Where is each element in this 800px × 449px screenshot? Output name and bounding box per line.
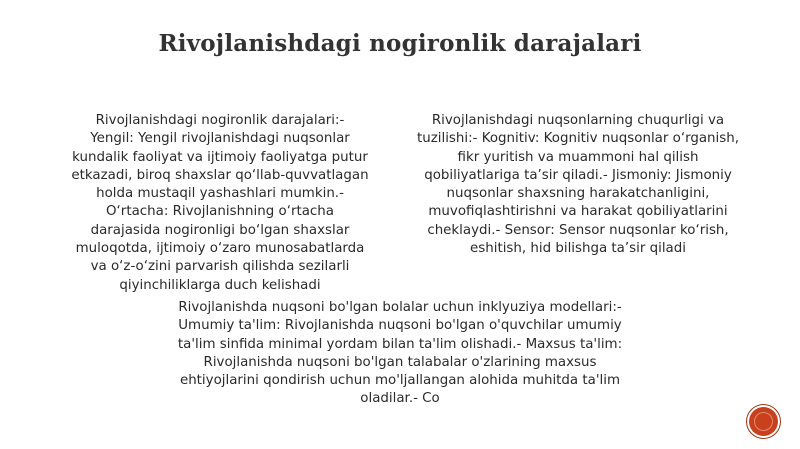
circle-nav-icon xyxy=(754,412,773,431)
left-text-line: O‘rtacha: Rivojlanishning o‘rtacha xyxy=(106,204,334,220)
left-text-line: darajasida nogironligi bo‘lgan shaxslar xyxy=(90,222,350,238)
slide-title: Rivojlanishdagi nogironlik darajalari xyxy=(158,30,642,57)
right-text-line: eshitish, hid bilishga ta’sir qiladi xyxy=(470,241,686,257)
bottom-text-block xyxy=(140,299,660,409)
left-text-line: va o‘z-o‘zini parvarish qilishda sezilarli xyxy=(90,259,350,275)
right-text-line: cheklaydi.- Sensor: Sensor nuqsonlar ko‘rish, xyxy=(427,222,729,238)
left-text-line: muloqotda, ijtimoiy o‘zaro munosabatlarda xyxy=(75,241,365,257)
left-text-block xyxy=(50,112,390,295)
nav-button[interactable] xyxy=(749,407,778,436)
bottom-text-line: oladilar.- Co xyxy=(360,391,440,407)
bottom-text-line: Rivojlanishda nuqsoni bo'lgan talabalar o'zlarining maxsus xyxy=(203,354,597,370)
right-text-block xyxy=(403,112,753,258)
left-text-line: etkazadi, biroq shaxslar qo‘llab-quvvatlagan xyxy=(71,167,369,183)
left-text-line: kundalik faoliyat va ijtimoiy faoliyatga putur xyxy=(72,149,368,165)
left-text-line: Rivojlanishdagi nogironlik darajalari:- xyxy=(95,113,345,128)
right-text-line: nuqsonlar shaxsning harakatchanligini, xyxy=(446,186,710,202)
bottom-text-line: Umumiy ta'lim: Rivojlanishda nuqsoni bo'lgan o'quvchilar umumiy xyxy=(178,318,622,334)
right-text-line: fikr yuritish va muammoni hal qilish xyxy=(457,149,699,165)
right-text-line: Rivojlanishdagi nuqsonlarning chuqurligi va xyxy=(431,113,725,128)
bottom-text-line: ehtiyojlarini qondirish uchun mo'ljallangan alohida muhitda ta'lim xyxy=(179,373,621,389)
right-text-line: qobiliyatlariga ta’sir qiladi.- Jismoniy: Jismoniy xyxy=(424,167,732,183)
left-text-line: holda mustaqil yashashlari mumkin.- xyxy=(96,186,344,202)
bottom-text-line: ta'lim sinfida minimal yordam bilan ta'lim olishadi.- Maxsus ta'lim: xyxy=(177,336,623,352)
bottom-text-line: Rivojlanishda nuqsoni bo'lgan bolalar uchun inklyuziya modellari:- xyxy=(178,300,622,315)
left-text-line: qiyinchiliklarga duch kelishadi xyxy=(119,277,321,293)
left-text-line: Yengil: Yengil rivojlanishdagi nuqsonlar xyxy=(90,131,350,147)
right-text-line: muvofiqlashtirishni va harakat qobiliyatlarini xyxy=(428,204,728,220)
right-text-line: tuzilishi:- Kognitiv: Kognitiv nuqsonlar o‘rganish, xyxy=(417,131,739,147)
